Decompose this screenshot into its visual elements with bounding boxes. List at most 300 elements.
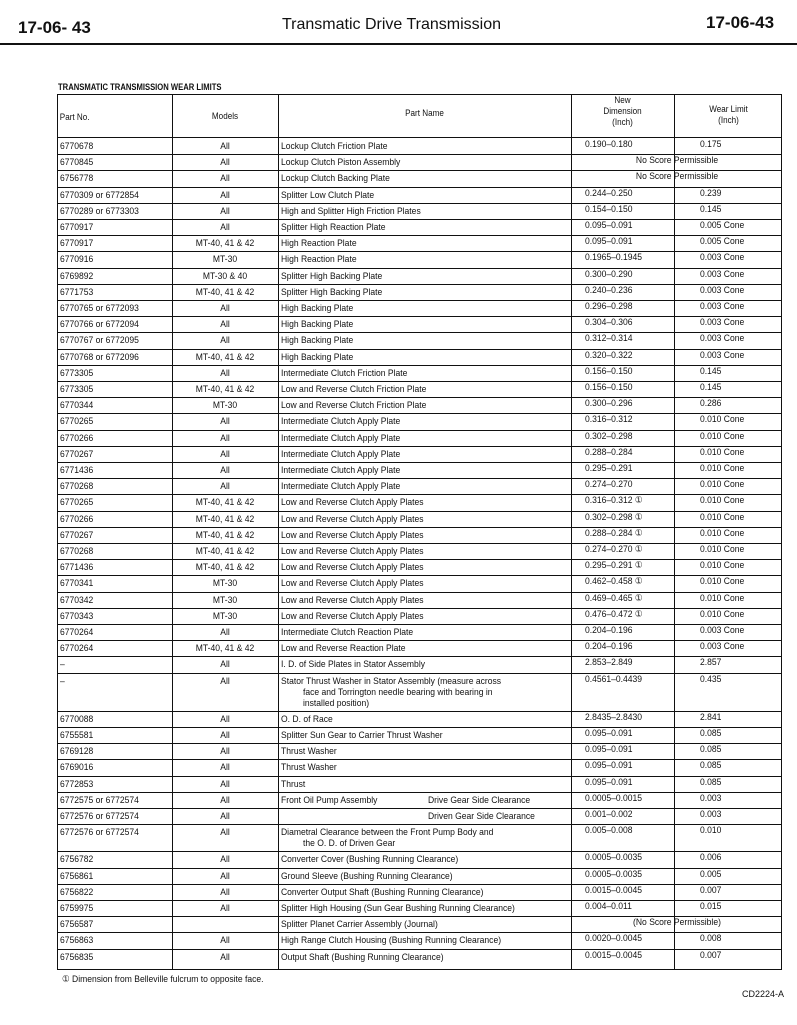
row-rule — [58, 824, 781, 825]
part-number: 6756822 — [60, 886, 94, 898]
model: All — [220, 448, 230, 460]
new-dimension: 0.304–0.306 — [585, 317, 633, 329]
row-rule — [58, 316, 781, 317]
wear-limit: 0.239 — [700, 187, 722, 199]
part-number: 6756863 — [60, 935, 94, 947]
part-name: Ground Sleeve (Bushing Running Clearance) — [281, 870, 453, 882]
wear-limit: 0.085 — [700, 776, 722, 788]
part-name: Thrust Washer — [281, 746, 337, 758]
part-name: High and Splitter High Friction Plates — [281, 205, 421, 217]
part-name: face and Torrington needle bearing with bearing in — [303, 686, 493, 698]
row-rule — [58, 900, 781, 901]
header-models: Models — [211, 111, 239, 121]
row-rule — [58, 624, 781, 625]
model: MT-30 — [212, 400, 238, 412]
part-name: Splitter Planet Carrier Assembly (Journal) — [281, 919, 438, 931]
new-dimension: 0.295–0.291 — [585, 463, 633, 474]
model: All — [220, 157, 230, 169]
model: All — [220, 746, 230, 758]
model: All — [220, 675, 230, 687]
model: All — [220, 465, 230, 476]
new-dimension: 0.095–0.091 — [585, 776, 633, 788]
new-dimension: 0.0005–0.0035 — [585, 868, 643, 880]
part-name: High Backing Plate — [281, 351, 354, 363]
part-number: 6756835 — [60, 951, 94, 963]
model: MT-40, 41 & 42 — [195, 384, 255, 395]
wear-limit: 0.175 — [700, 139, 722, 150]
part-name: Splitter Low Clutch Plate — [281, 189, 375, 201]
model: All — [220, 189, 230, 201]
part-name: Lockup Clutch Backing Plate — [281, 173, 390, 185]
part-name: Stator Thrust Washer in Stator Assembly (measure across — [281, 675, 502, 687]
wear-limit: 0.145 — [700, 365, 722, 377]
part-number: 6771436 — [60, 562, 94, 574]
model: All — [220, 778, 230, 790]
wear-limit: 0.010 Cone — [700, 495, 745, 507]
part-number: 6771753 — [60, 286, 94, 298]
part-name: Low and Reverse Clutch Apply Plates — [281, 610, 424, 622]
row-rule — [58, 776, 781, 777]
part-name: Splitter High Backing Plate — [281, 270, 383, 282]
wear-limit: 0.010 Cone — [700, 576, 745, 588]
row-rule — [58, 592, 781, 593]
part-number: 6770266 — [60, 513, 94, 525]
new-dimension: 0.302–0.298 — [585, 430, 633, 442]
wear-limit: 0.010 Cone — [700, 608, 745, 620]
model: All — [220, 762, 230, 774]
row-rule — [58, 673, 781, 674]
part-number: 6770289 or 6773303 — [60, 205, 139, 217]
new-dimension: 0.095–0.091 — [585, 728, 633, 739]
row-rule — [58, 478, 781, 479]
part-name: Front Oil Pump Assembly — [281, 794, 378, 806]
part-name: Intermediate Clutch Friction Plate — [281, 367, 408, 379]
part-name: I. D. of Side Plates in Stator Assembly — [281, 659, 425, 671]
page-number-left: 17-06- 43 — [18, 18, 91, 37]
wear-limit: 0.435 — [700, 673, 722, 685]
wear-limit: 0.003 Cone — [700, 349, 745, 361]
part-name: Intermediate Clutch Apply Plate — [281, 448, 401, 460]
new-dimension: 0.0015–0.0045 — [585, 884, 643, 896]
wear-limit: 0.007 — [700, 884, 722, 896]
part-number: 6770268 — [60, 546, 94, 557]
part-number: 6771436 — [60, 465, 94, 476]
new-dimension: 0.1965–0.1945 — [585, 252, 643, 264]
part-name: Intermediate Clutch Apply Plate — [281, 481, 401, 493]
row-rule — [58, 187, 781, 188]
model: MT-40, 41 & 42 — [195, 513, 255, 525]
part-number: 6773305 — [60, 384, 94, 395]
new-dimension: 0.0005–0.0035 — [585, 852, 643, 864]
row-rule — [58, 430, 781, 431]
wear-limit: 0.005 — [700, 868, 722, 880]
model: All — [220, 627, 230, 638]
wear-limit: 0.003 Cone — [700, 301, 745, 312]
part-name: the O. D. of Driven Gear — [303, 838, 396, 850]
part-name: Low and Reverse Clutch Apply Plates — [281, 497, 424, 509]
wear-limit: 0.010 Cone — [700, 544, 745, 555]
part-name: Converter Cover (Bushing Running Clearance) — [281, 854, 459, 866]
wear-limit: 0.010 Cone — [700, 446, 745, 458]
model: All — [220, 794, 230, 806]
part-number: – — [60, 675, 65, 687]
part-number: 6770309 or 6772854 — [60, 189, 139, 201]
spanning-note: No Score Permissible — [635, 171, 719, 183]
model: MT-40, 41 & 42 — [195, 529, 255, 541]
part-number: 6769016 — [60, 762, 94, 774]
model: MT-30 — [212, 610, 238, 622]
wear-limit: 0.003 Cone — [700, 333, 745, 345]
part-number: 6769128 — [60, 746, 94, 758]
new-dimension: 0.0005–0.0015 — [585, 792, 643, 804]
wear-limit: 0.003 Cone — [700, 641, 745, 653]
part-subname: Driven Gear Side Clearance — [428, 811, 535, 822]
header-wear-limit-line: (Inch) — [718, 115, 739, 125]
model: MT-40, 41 & 42 — [195, 238, 255, 250]
row-rule — [58, 743, 781, 744]
part-name: Intermediate Clutch Apply Plate — [281, 416, 401, 428]
row-rule — [58, 727, 781, 728]
wear-limit: 0.003 Cone — [700, 268, 745, 280]
page-number-right: 17-06-43 — [706, 13, 775, 32]
new-dimension: 0.274–0.270 ① — [585, 544, 643, 555]
part-number: 6772575 or 6772574 — [60, 794, 139, 806]
model: All — [220, 205, 230, 217]
model: All — [220, 659, 230, 671]
model: MT-40, 41 & 42 — [195, 562, 255, 574]
row-rule — [58, 656, 781, 657]
new-dimension: 0.095–0.091 — [585, 744, 633, 756]
part-name: Thrust — [281, 778, 306, 790]
part-name: High Range Clutch Housing (Bushing Running Clearance) — [281, 935, 502, 947]
part-name: Intermediate Clutch Apply Plate — [281, 465, 401, 476]
part-name: Output Shaft (Bushing Running Clearance) — [281, 951, 444, 963]
new-dimension: 0.295–0.291 ① — [585, 560, 643, 572]
new-dimension: 0.476–0.472 ① — [585, 608, 643, 620]
row-rule — [58, 640, 781, 641]
row-rule — [58, 543, 781, 544]
wear-limits-table — [57, 94, 782, 970]
part-name: Thrust Washer — [281, 762, 337, 774]
new-dimension: 2.8435–2.8430 — [585, 711, 643, 723]
part-name: Low and Reverse Clutch Apply Plates — [281, 562, 424, 574]
part-number: 6770768 or 6772096 — [60, 351, 139, 363]
model: All — [220, 870, 230, 882]
new-dimension: 0.462–0.458 ① — [585, 576, 643, 588]
model: All — [220, 713, 230, 725]
wear-limit: 0.008 — [700, 933, 722, 945]
wear-limit: 0.005 Cone — [700, 220, 745, 231]
row-rule — [58, 284, 781, 285]
part-name: Low and Reverse Clutch Apply Plates — [281, 578, 424, 590]
new-dimension: 0.316–0.312 — [585, 414, 633, 426]
model: MT-40, 41 & 42 — [195, 351, 255, 363]
header-new-dimension-line: (Inch) — [612, 117, 633, 127]
wear-limit: 0.003 — [700, 809, 722, 820]
page-title: Transmatic Drive Transmission — [282, 16, 502, 33]
new-dimension: 0.4561–0.4439 — [585, 673, 643, 685]
model: All — [220, 951, 230, 963]
model: All — [220, 319, 230, 331]
part-name: Intermediate Clutch Reaction Plate — [281, 627, 414, 638]
part-number: 6770266 — [60, 432, 94, 444]
new-dimension: 0.320–0.322 — [585, 349, 633, 361]
part-name: High Backing Plate — [281, 319, 354, 331]
wear-limit: 0.010 Cone — [700, 430, 745, 442]
row-rule — [58, 494, 781, 495]
row-rule — [58, 365, 781, 366]
new-dimension: 0.095–0.091 — [585, 760, 633, 772]
wear-limit: 0.003 Cone — [700, 317, 745, 329]
part-number: 6770342 — [60, 594, 94, 606]
new-dimension: 0.300–0.296 — [585, 398, 633, 410]
new-dimension: 0.005–0.008 — [585, 825, 633, 837]
part-number: – — [60, 659, 65, 671]
row-rule — [58, 575, 781, 576]
wear-limit: 0.003 — [700, 792, 722, 804]
model: All — [220, 367, 230, 379]
row-rule — [58, 381, 781, 382]
row-rule — [58, 349, 781, 350]
wear-limit: 0.286 — [700, 398, 722, 410]
row-rule — [58, 759, 781, 760]
part-name: Lockup Clutch Piston Assembly — [281, 157, 401, 169]
row-rule — [58, 949, 781, 950]
new-dimension: 0.244–0.250 — [585, 187, 633, 199]
new-dimension: 0.312–0.314 — [585, 333, 633, 345]
model: MT-30 — [212, 578, 238, 590]
table-title: TRANSMATIC TRANSMISSION WEAR LIMITS — [58, 82, 222, 92]
wear-limit: 0.007 — [700, 949, 722, 961]
column-divider — [571, 95, 572, 969]
row-rule — [58, 397, 781, 398]
new-dimension: 2.853–2.849 — [585, 657, 633, 669]
wear-limit: 0.085 — [700, 728, 722, 739]
part-name: High Backing Plate — [281, 335, 354, 347]
column-divider — [278, 95, 279, 969]
model: All — [220, 335, 230, 347]
row-rule — [58, 251, 781, 252]
part-name: Low and Reverse Clutch Apply Plates — [281, 546, 424, 557]
row-rule — [58, 711, 781, 712]
model: All — [220, 481, 230, 493]
model: MT-30 — [212, 254, 238, 266]
part-name: Low and Reverse Clutch Apply Plates — [281, 529, 424, 541]
part-number: 6770264 — [60, 643, 94, 655]
new-dimension: 0.274–0.270 — [585, 479, 633, 491]
wear-limit: 0.010 Cone — [700, 479, 745, 491]
new-dimension: 0.240–0.236 — [585, 284, 633, 296]
part-name: Diametral Clearance between the Front Pump Body and — [281, 827, 494, 839]
part-name: Splitter High Housing (Sun Gear Bushing Running Clearance) — [281, 903, 515, 914]
part-number: 6770267 — [60, 529, 94, 541]
wear-limit: 2.841 — [700, 711, 722, 723]
model: MT-30 & 40 — [202, 270, 248, 282]
new-dimension: 0.316–0.312 ① — [585, 495, 643, 507]
part-number: 6772576 or 6772574 — [60, 811, 139, 822]
part-name: Splitter High Backing Plate — [281, 286, 383, 298]
model: All — [220, 935, 230, 947]
wear-limit: 0.003 Cone — [700, 284, 745, 296]
wear-limit: 0.085 — [700, 760, 722, 772]
model: All — [220, 222, 230, 233]
part-number: 6770341 — [60, 578, 94, 590]
part-number: 6759975 — [60, 903, 94, 914]
model: All — [220, 903, 230, 914]
header-wear-limit-line: Wear Limit — [709, 104, 748, 114]
row-rule — [58, 792, 781, 793]
part-number: 6773305 — [60, 367, 94, 379]
new-dimension: 0.0015–0.0045 — [585, 949, 643, 961]
header-rule — [0, 43, 797, 45]
model: All — [220, 886, 230, 898]
row-rule — [58, 527, 781, 528]
part-number: 6770343 — [60, 610, 94, 622]
row-rule — [58, 268, 781, 269]
wear-limit: 0.006 — [700, 852, 722, 864]
header-new-dimension-line: New — [614, 95, 631, 105]
model: All — [220, 827, 230, 839]
part-number: 6770264 — [60, 627, 94, 638]
part-name: Converter Output Shaft (Bushing Running Clearance) — [281, 886, 484, 898]
spanning-note: (No Score Permissible) — [633, 917, 721, 929]
model: All — [220, 432, 230, 444]
part-name: Splitter Sun Gear to Carrier Thrust Washer — [281, 730, 443, 741]
header-part-no: Part No. — [59, 112, 90, 122]
model: MT-40, 41 & 42 — [195, 497, 255, 509]
row-rule — [58, 462, 781, 463]
row-rule — [58, 868, 781, 869]
wear-limit: 0.005 Cone — [700, 236, 745, 248]
part-name: Lockup Clutch Friction Plate — [281, 141, 388, 152]
part-name: Splitter High Reaction Plate — [281, 222, 386, 233]
wear-limit: 0.003 Cone — [700, 252, 745, 264]
new-dimension: 0.156–0.150 — [585, 382, 633, 393]
model: All — [220, 303, 230, 314]
new-dimension: 0.095–0.091 — [585, 220, 633, 231]
part-name: Low and Reverse Clutch Apply Plates — [281, 594, 424, 606]
header-new-dimension-line: Dimension — [603, 106, 642, 116]
new-dimension: 0.190–0.180 — [585, 139, 633, 150]
wear-limit: 0.010 Cone — [700, 511, 745, 523]
new-dimension: 0.154–0.150 — [585, 203, 633, 215]
row-rule — [58, 851, 781, 852]
part-number: 6770917 — [60, 238, 94, 250]
row-rule — [58, 300, 781, 301]
wear-limit: 0.010 Cone — [700, 560, 745, 572]
part-name: installed position) — [303, 697, 370, 709]
wear-limit: 0.015 — [700, 901, 722, 912]
new-dimension: 0.001–0.002 — [585, 809, 633, 820]
new-dimension: 0.204–0.196 — [585, 625, 633, 636]
new-dimension: 0.156–0.150 — [585, 365, 633, 377]
model: All — [220, 141, 230, 152]
wear-limit: 0.010 Cone — [700, 592, 745, 604]
new-dimension: 0.095–0.091 — [585, 236, 633, 248]
wear-limit: 0.010 Cone — [700, 463, 745, 474]
part-number: 6770845 — [60, 157, 94, 169]
part-name: O. D. of Race — [281, 713, 333, 725]
model: All — [220, 416, 230, 428]
part-name: Low and Reverse Clutch Friction Plate — [281, 400, 427, 412]
part-name: High Reaction Plate — [281, 238, 357, 250]
row-rule — [58, 413, 781, 414]
model: MT-40, 41 & 42 — [195, 643, 255, 655]
header-part-name: Part Name — [405, 108, 444, 118]
row-rule — [58, 219, 781, 220]
wear-limit: 2.857 — [700, 657, 722, 669]
row-rule — [58, 608, 781, 609]
model: All — [220, 811, 230, 822]
part-number: 6756861 — [60, 870, 94, 882]
new-dimension: 0.204–0.196 — [585, 641, 633, 653]
part-number: 6770766 or 6772094 — [60, 319, 139, 331]
part-number: 6770344 — [60, 400, 94, 412]
part-name: High Backing Plate — [281, 303, 354, 314]
row-rule — [58, 808, 781, 809]
part-number: 6769892 — [60, 270, 94, 282]
spanning-note: No Score Permissible — [635, 155, 719, 167]
part-number: 6770917 — [60, 222, 94, 233]
new-dimension: 0.300–0.290 — [585, 268, 633, 280]
footnote: ① Dimension from Belleville fulcrum to opposite face. — [62, 974, 264, 985]
row-rule — [58, 235, 781, 236]
new-dimension: 0.288–0.284 — [585, 446, 633, 458]
wear-limit: 0.145 — [700, 203, 722, 215]
row-rule — [58, 932, 781, 933]
part-name: Low and Reverse Clutch Apply Plates — [281, 513, 424, 525]
model: All — [220, 173, 230, 185]
row-rule — [58, 559, 781, 560]
part-number: 6756782 — [60, 854, 94, 866]
part-number: 6770265 — [60, 497, 94, 509]
row-rule — [58, 446, 781, 447]
column-divider — [674, 95, 675, 969]
part-number: 6770088 — [60, 713, 94, 725]
part-number: 6770678 — [60, 141, 94, 152]
new-dimension: 0.0020–0.0045 — [585, 933, 643, 945]
part-name: Intermediate Clutch Apply Plate — [281, 432, 401, 444]
wear-limit: 0.145 — [700, 382, 722, 393]
header-rule-bottom — [58, 137, 781, 138]
figure-code: CD2224-A — [742, 989, 785, 999]
model: MT-40, 41 & 42 — [195, 546, 255, 557]
part-number: 6770265 — [60, 416, 94, 428]
wear-limit: 0.010 Cone — [700, 527, 745, 539]
model: All — [220, 730, 230, 741]
part-number: 6770268 — [60, 481, 94, 493]
part-number: 6770267 — [60, 448, 94, 460]
row-rule — [58, 884, 781, 885]
part-number: 6772576 or 6772574 — [60, 827, 139, 839]
part-name: Low and Reverse Reaction Plate — [281, 643, 406, 655]
new-dimension: 0.004–0.011 — [585, 901, 632, 912]
part-subname: Drive Gear Side Clearance — [428, 794, 531, 806]
row-rule — [58, 511, 781, 512]
model: MT-40, 41 & 42 — [195, 286, 255, 298]
part-number: 6755581 — [60, 730, 94, 741]
new-dimension: 0.469–0.465 ① — [585, 592, 643, 604]
new-dimension: 0.288–0.284 ① — [585, 527, 643, 539]
part-number: 6772853 — [60, 778, 94, 790]
new-dimension: 0.296–0.298 — [585, 301, 633, 312]
part-number: 6756587 — [60, 919, 94, 931]
part-number: 6770765 or 6772093 — [60, 303, 139, 314]
part-name: Low and Reverse Clutch Friction Plate — [281, 384, 427, 395]
column-divider — [172, 95, 173, 969]
header-wear-limit — [679, 104, 777, 126]
wear-limit: 0.010 — [700, 825, 722, 837]
